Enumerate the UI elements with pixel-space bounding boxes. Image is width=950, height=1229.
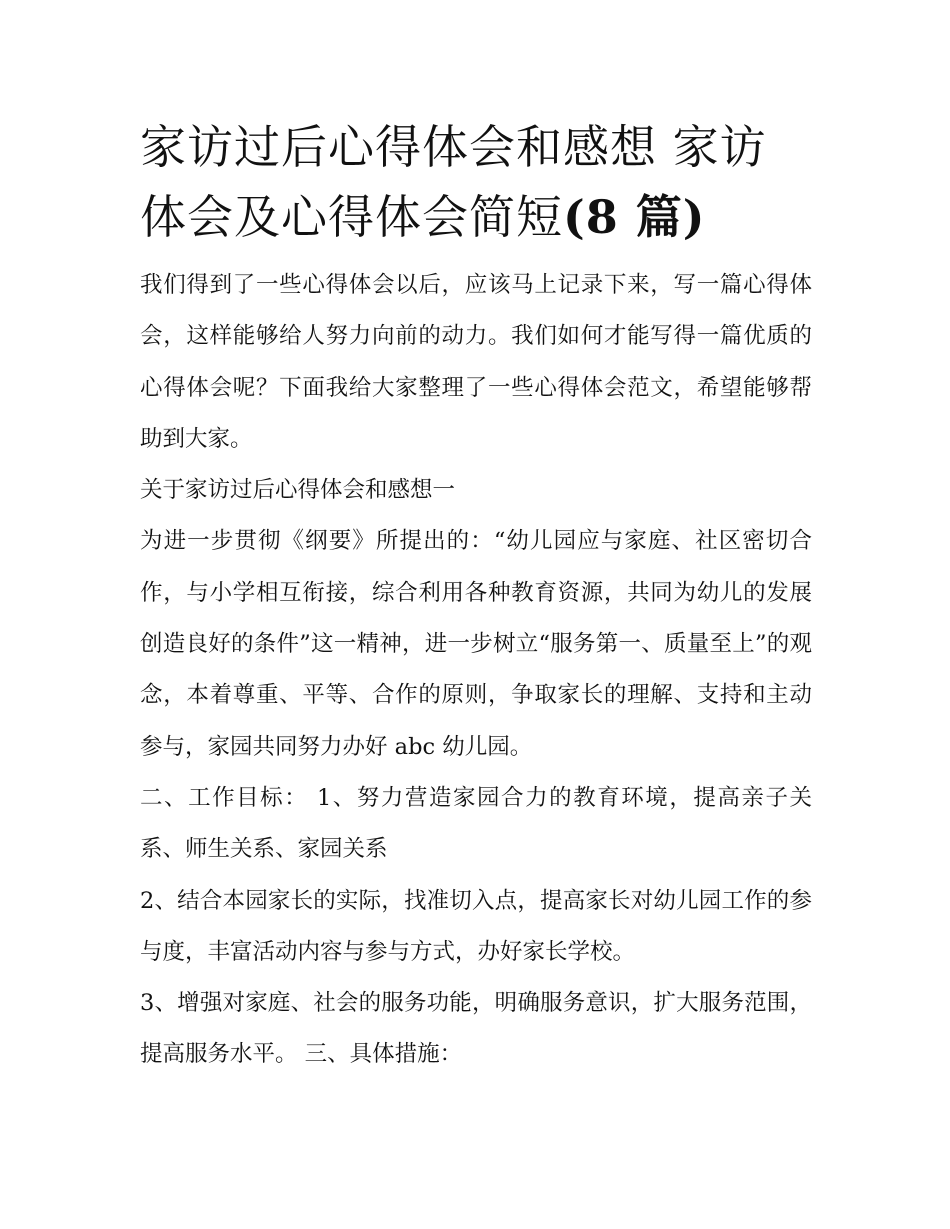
list-item-3: 3、增强对家庭、社会的服务功能，明确服务意识，扩大服务范围，提高服务水平。 三、具体措施： (140, 990, 812, 1068)
title-count: (8 篇) (563, 190, 706, 244)
title-text: 家访过后心得体会和感想 家访体会及心得体会简短 (140, 120, 767, 244)
document-title (140, 112, 812, 252)
work-goal-paragraph: 二、工作目标： 1、努力营造家园合力的教育环境，提高亲子关系、师生关系、家园关系 (140, 784, 812, 863)
section-heading: 关于家访过后心得体会和感想一 (140, 477, 456, 504)
body-paragraph: 为进一步贯彻《纲要》所提出的：“幼儿园应与家庭、社区密切合作，与小学相互衔接，综合利用各种教育资源，共同为幼儿的发展创造良好的条件”这一精神，进一步树立“服务第一、质量至上”的观念，本着尊重、平等、合作的原则，争取家长的理解、支持和主动参与，家园共同努力办好 abc 幼儿园。 (140, 528, 812, 760)
document-body (140, 112, 812, 1081)
list-item-2: 2、结合本园家长的实际，找准切入点，提高家长对幼儿园工作的参与度，丰富活动内容与参与方式，办好家长学校。 (140, 887, 812, 965)
intro-paragraph: 我们得到了一些心得体会以后，应该马上记录下来，写一篇心得体会，这样能够给人努力向前的动力。我们如何才能写得一篇优质的心得体会呢？下面我给大家整理了一些心得体会范文，希望能够帮助到大家。 (140, 272, 812, 452)
